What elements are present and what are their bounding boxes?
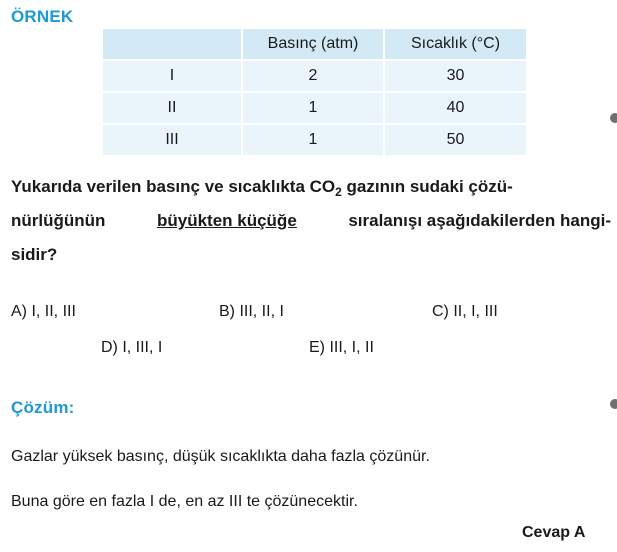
table-header-temperature: Sıcaklık (°C): [384, 29, 526, 60]
table-cell-label: I: [103, 60, 242, 92]
option-d: D) I, III, I: [101, 339, 163, 356]
table-row: [103, 124, 526, 155]
question-line-3: sidir?: [11, 245, 58, 264]
table-row: [103, 60, 526, 92]
option-a: A) I, II, III: [11, 303, 76, 320]
underlined-phrase: büyükten küçüğe: [156, 211, 297, 230]
question-fragment: sıralanışı aşağıdakilerden hangi-: [348, 211, 611, 230]
question-line-1-main: [11, 170, 513, 204]
table-cell-temperature: 30: [384, 60, 526, 92]
solution-line-1: Gazlar yüksek basınç, düşük sıcaklıkta daha fazla çözünür.: [11, 448, 430, 465]
example-heading: ÖRNEK: [11, 7, 74, 26]
solution-line-2: Buna göre en fazla I de, en az III te çözünecektir.: [11, 493, 358, 510]
question-fragment: nürlüğünün: [11, 211, 106, 230]
answer-label: Cevap A: [522, 524, 586, 541]
question-text: [11, 170, 611, 272]
table-cell-pressure: 2: [242, 60, 384, 92]
page-edge-marker: [610, 113, 617, 123]
co2-subscript: 2: [335, 185, 342, 199]
solution-heading: Çözüm:: [11, 398, 75, 417]
table-cell-label: III: [103, 124, 242, 155]
table-cell-pressure: 1: [242, 92, 384, 124]
option-e: E) III, I, II: [309, 339, 374, 356]
option-c: C) II, I, III: [432, 303, 498, 320]
question-line-2: [11, 204, 611, 238]
table-header-cell: [103, 29, 242, 60]
question-fragment: Yukarıda verilen basınç ve sıcaklıkta CO: [11, 177, 336, 196]
page-edge-marker: [610, 399, 617, 409]
table-row: [103, 92, 526, 124]
question-line-1: [11, 170, 611, 204]
question-fragment: gazının sudaki çözü-: [341, 177, 513, 196]
data-table: [103, 29, 526, 155]
table-cell-temperature: 40: [384, 92, 526, 124]
table-cell-pressure: 1: [242, 124, 384, 155]
table-cell-label: II: [103, 92, 242, 124]
table-header-pressure: Basınç (atm): [242, 29, 384, 60]
option-b: B) III, II, I: [219, 303, 284, 320]
table-cell-temperature: 50: [384, 124, 526, 155]
table-header-row: [103, 29, 526, 60]
